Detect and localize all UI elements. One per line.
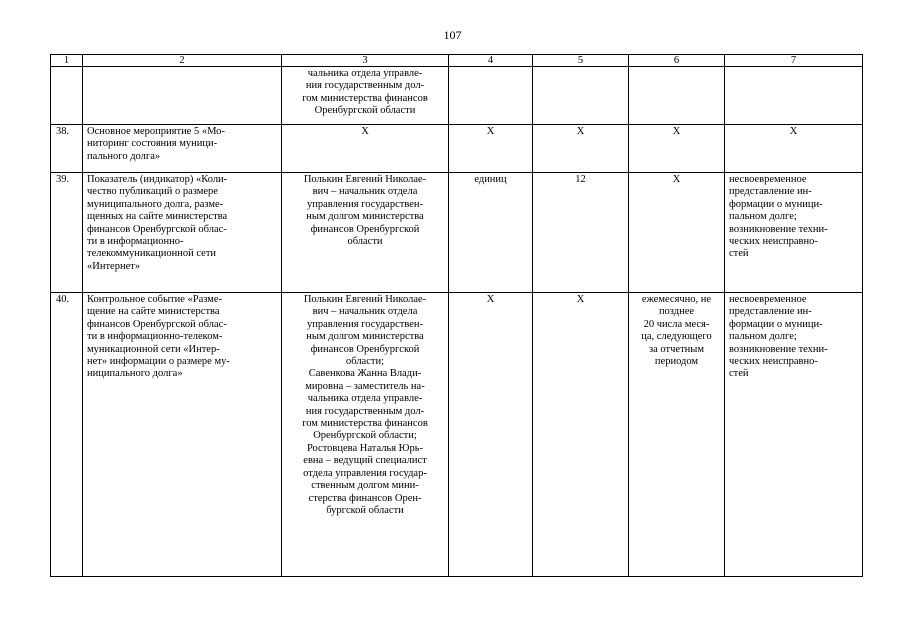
column-header-1: 1 — [51, 55, 83, 67]
value-cell — [533, 67, 629, 125]
row-number — [51, 67, 83, 125]
risk-cell — [725, 67, 863, 125]
row-number: 38. — [51, 125, 83, 173]
risk-cell: несвоевременное представление ин- формации о муници- пальном долге; возникновение техни- ческих неисправно- стей — [725, 293, 863, 577]
risk-cell: несвоевременное представление ин- формации о муници- пальном долге; возникновение техни- ческих неисправно- стей — [725, 173, 863, 293]
row-number: 39. — [51, 173, 83, 293]
activity-cell: Основное мероприятие 5 «Мо- ниторинг состояния муници- пального долга» — [83, 125, 282, 173]
deadline-cell — [629, 67, 725, 125]
column-header-2: 2 — [83, 55, 282, 67]
responsible-cell: Полькин Евгений Николае- вич – начальник отдела управления государствен- ным долгом министерства финансов Оренбургской области — [282, 173, 449, 293]
table-row — [51, 125, 863, 173]
table-row — [51, 67, 863, 125]
unit-cell — [449, 67, 533, 125]
unit-cell: Х — [449, 293, 533, 577]
table-row — [51, 173, 863, 293]
column-header-6: 6 — [629, 55, 725, 67]
table-row — [51, 293, 863, 577]
deadline-cell: ежемесячно, не позднее 20 числа меся- ца, следующего за отчетным периодом — [629, 293, 725, 577]
responsible-cell: Х — [282, 125, 449, 173]
risk-cell: Х — [725, 125, 863, 173]
unit-cell: Х — [449, 125, 533, 173]
activity-cell — [83, 67, 282, 125]
value-cell: Х — [533, 293, 629, 577]
column-header-7: 7 — [725, 55, 863, 67]
column-header-3: 3 — [282, 55, 449, 67]
responsible-cell: чальника отдела управле- ния государственным дол- гом министерства финансов Оренбургской области — [282, 67, 449, 125]
activity-cell: Контрольное событие «Разме- щение на сайте министерства финансов Оренбургской облас- ти в информационно-телеком- муникационной сети «Интер- нет» информации о размере му- ниципального долга» — [83, 293, 282, 577]
unit-cell: единиц — [449, 173, 533, 293]
activity-cell: Показатель (индикатор) «Коли- чество публикаций о размере муниципального долга, разме- щенных на сайте министерства финансов Оренбургской облас- ти в информационно- телекоммуникационной сети «Интернет» — [83, 173, 282, 293]
column-header-4: 4 — [449, 55, 533, 67]
deadline-cell: Х — [629, 173, 725, 293]
page-number: 107 — [443, 28, 462, 42]
responsible-cell: Полькин Евгений Николае- вич – начальник отдела управления государствен- ным долгом министерства финансов Оренбургской области; Савенкова Жанна Влади- мировна – заместитель на- чальника отдела управле- ния государственным дол- гом министерства финансов Оренбургской области; Ростовцева Наталья Юрь- евна – ведущий специалист отдела управления государ- ственным долгом мини- стерства финансов Орен- бургской области — [282, 293, 449, 577]
value-cell: 12 — [533, 173, 629, 293]
activities-table — [50, 54, 863, 577]
row-number: 40. — [51, 293, 83, 577]
column-header-5: 5 — [533, 55, 629, 67]
column-number-row — [51, 55, 863, 67]
deadline-cell: Х — [629, 125, 725, 173]
value-cell: Х — [533, 125, 629, 173]
